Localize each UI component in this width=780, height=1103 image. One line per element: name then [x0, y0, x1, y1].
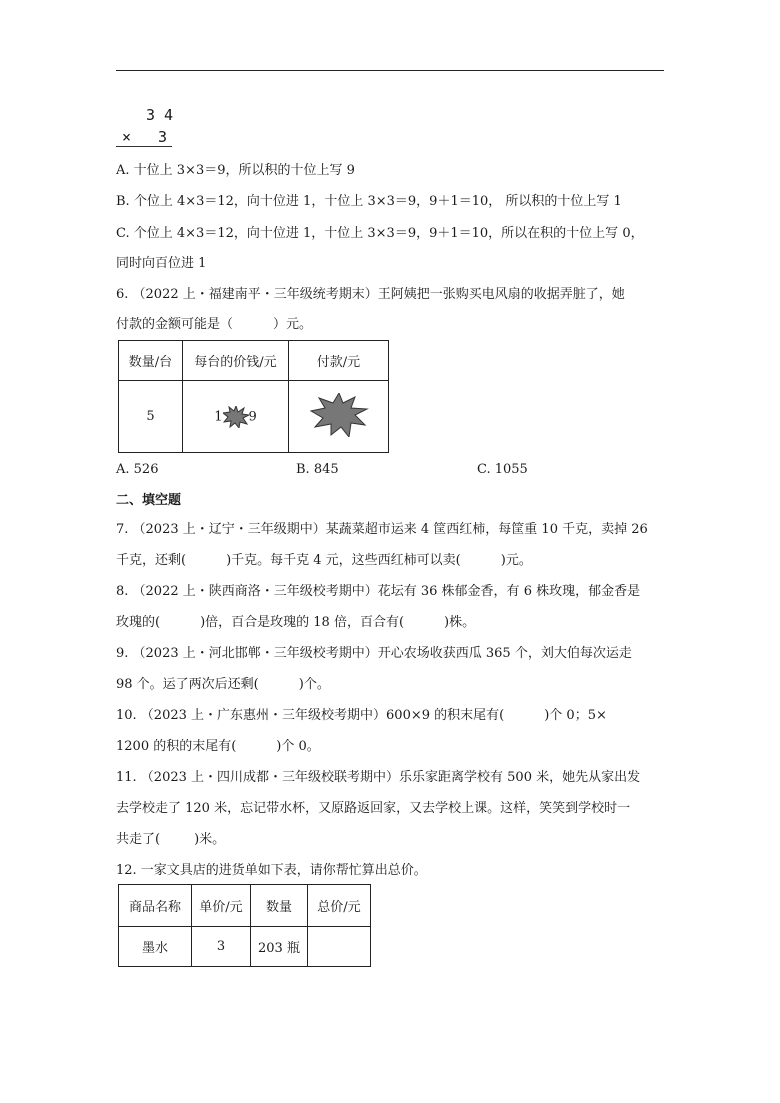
table-header: 数量/台	[119, 341, 183, 381]
mult-bar	[116, 146, 172, 147]
mult-sign: ×	[122, 128, 132, 146]
table-header: 每台的价钱/元	[183, 341, 289, 381]
stain-icon	[309, 393, 369, 437]
table-header: 商品名称	[119, 885, 192, 927]
mult-top: 3 4	[146, 106, 174, 124]
question-12: 12. 一家文具店的进货单如下表，请你帮忙算出总价。	[116, 863, 427, 878]
table-cell: 3	[192, 927, 251, 967]
table-cell-qty: 5	[119, 381, 183, 453]
stain-icon	[223, 406, 249, 428]
question-8: 8. （2022 上・陕西商洛・三年级校考期中）花坛有 36 株郁金香，有 6 株玫瑰，郁金香是	[116, 584, 641, 599]
section-title: 二、填空题	[116, 493, 182, 508]
question-9: 9. （2023 上・河北邯郸・三年级校考期中）开心农场收获西瓜 365 个，刘大伯每次运走	[116, 646, 632, 661]
table-cell-payment	[289, 381, 389, 453]
option-a: A. 十位上 3×3＝9，所以积的十位上写 9	[116, 163, 355, 178]
question-10: 10. （2023 上・广东惠州・三年级校考期中）600×9 的积末尾有( )个 0；5×	[116, 708, 607, 723]
option-c-cont: 同时向百位进 1	[116, 256, 207, 271]
table-header: 付款/元	[289, 341, 389, 381]
question-7-cont: 千克，还剩( )千克。每千克 4 元，这些西红柿可以卖( )元。	[116, 553, 532, 568]
question-8-cont: 玫瑰的( )倍，百合是玫瑰的 18 倍，百合有( )株。	[116, 615, 476, 630]
question-10-cont: 1200 的积的末尾有( )个 0。	[116, 739, 320, 754]
table-header: 数量	[251, 885, 308, 927]
question-6: 6. （2022 上・福建南平・三年级统考期末）王阿姨把一张购买电风扇的收据弄脏了，她	[116, 287, 625, 302]
table-cell: 墨水	[119, 927, 192, 967]
question-11-cont2: 共走了( )米。	[116, 832, 226, 847]
option-b: B. 个位上 4×3＝12，向十位进 1，十位上 3×3＝9，9＋1＝10， 所以积的十位上写 1	[116, 194, 622, 209]
option-c: C. 1055	[477, 462, 528, 477]
table-header: 单价/元	[192, 885, 251, 927]
table-cell-answer[interactable]	[308, 927, 371, 967]
option-a: A. 526	[116, 462, 159, 477]
header-rule	[116, 70, 664, 71]
receipt-table	[118, 340, 389, 453]
question-11: 11. （2023 上・四川成都・三年级校联考期中）乐乐家距离学校有 500 米，她先从家出发	[116, 770, 641, 785]
option-c: C. 个位上 4×3＝12，向十位进 1，十位上 3×3＝9，9＋1＝10，所以在积的十位上写 0，	[116, 226, 644, 241]
question-11-cont: 去学校走了 120 米，忘记带水杯，又原路返回家，又去学校上课。这样，笑笑到学校时一	[116, 801, 631, 816]
option-b: B. 845	[296, 462, 339, 477]
question-7: 7. （2023 上・辽宁・三年级期中）某蔬菜超市运来 4 筐西红柿，每筐重 10 千克，卖掉 26	[116, 522, 648, 537]
table-cell-price: 1 9	[183, 381, 289, 453]
mult-bottom: 3	[158, 128, 168, 146]
stationery-table	[118, 884, 371, 967]
question-9-cont: 98 个。运了两次后还剩( )个。	[116, 677, 330, 692]
question-6-cont: 付款的金额可能是（ ）元。	[116, 317, 313, 332]
table-cell: 203 瓶	[251, 927, 308, 967]
table-header: 总价/元	[308, 885, 371, 927]
